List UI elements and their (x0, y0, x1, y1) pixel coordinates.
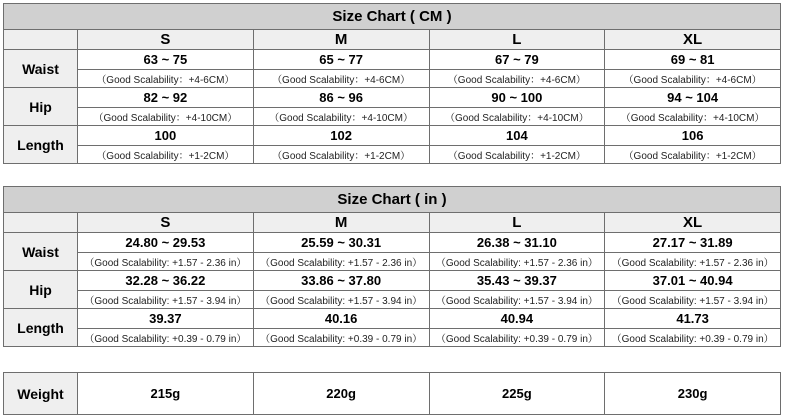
scalability-note: （Good Scalability：+1-2CM） (605, 146, 781, 164)
row-label-length: Length (4, 126, 78, 164)
size-header-m: M (253, 30, 429, 50)
scalability-note: （Good Scalability: +1.57 - 3.94 in） (429, 291, 605, 309)
size-header-l: L (429, 213, 605, 233)
scalability-note: （Good Scalability：+4-6CM） (605, 70, 781, 88)
value-cell: 27.17 ~ 31.89 (605, 233, 781, 253)
scalability-note: （Good Scalability：+1-2CM） (78, 146, 254, 164)
value-cell: 100 (78, 126, 254, 146)
scalability-note: （Good Scalability: +1.57 - 3.94 in） (253, 291, 429, 309)
scalability-note: （Good Scalability: +1.57 - 3.94 in） (78, 291, 254, 309)
value-cell: 102 (253, 126, 429, 146)
value-cell: 82 ~ 92 (78, 88, 254, 108)
scalability-note: （Good Scalability: +1.57 - 2.36 in） (78, 253, 254, 271)
value-cell: 26.38 ~ 31.10 (429, 233, 605, 253)
row-label-weight: Weight (4, 373, 78, 415)
value-cell: 40.94 (429, 309, 605, 329)
scalability-note: （Good Scalability：+4-6CM） (429, 70, 605, 88)
value-cell: 32.28 ~ 36.22 (78, 271, 254, 291)
corner-cell (4, 30, 78, 50)
size-chart-cm-title: Size Chart ( CM ) (4, 4, 781, 30)
scalability-note: （Good Scalability: +0.39 - 0.79 in） (605, 329, 781, 347)
row-label-waist: Waist (4, 233, 78, 271)
value-cell: 63 ~ 75 (78, 50, 254, 70)
scalability-note: （Good Scalability：+4-10CM） (78, 108, 254, 126)
size-header-s: S (78, 30, 254, 50)
scalability-note: （Good Scalability: +0.39 - 0.79 in） (78, 329, 254, 347)
value-cell: 94 ~ 104 (605, 88, 781, 108)
scalability-note: （Good Scalability: +0.39 - 0.79 in） (253, 329, 429, 347)
row-label-length: Length (4, 309, 78, 347)
row-label-waist: Waist (4, 50, 78, 88)
weight-value: 230g (605, 373, 781, 415)
size-header-xl: XL (605, 213, 781, 233)
row-label-hip: Hip (4, 271, 78, 309)
weight-value: 225g (429, 373, 605, 415)
value-cell: 24.80 ~ 29.53 (78, 233, 254, 253)
weight-value: 215g (78, 373, 254, 415)
scalability-note: （Good Scalability：+4-6CM） (253, 70, 429, 88)
value-cell: 69 ~ 81 (605, 50, 781, 70)
scalability-note: （Good Scalability：+4-10CM） (429, 108, 605, 126)
size-chart-in-title: Size Chart ( in ) (4, 187, 781, 213)
value-cell: 37.01 ~ 40.94 (605, 271, 781, 291)
value-cell: 65 ~ 77 (253, 50, 429, 70)
value-cell: 67 ~ 79 (429, 50, 605, 70)
weight-value: 220g (253, 373, 429, 415)
scalability-note: （Good Scalability: +0.39 - 0.79 in） (429, 329, 605, 347)
value-cell: 39.37 (78, 309, 254, 329)
size-header-s: S (78, 213, 254, 233)
scalability-note: （Good Scalability: +1.57 - 3.94 in） (605, 291, 781, 309)
scalability-note: （Good Scalability: +1.57 - 2.36 in） (605, 253, 781, 271)
value-cell: 86 ~ 96 (253, 88, 429, 108)
value-cell: 35.43 ~ 39.37 (429, 271, 605, 291)
value-cell: 106 (605, 126, 781, 146)
size-header-xl: XL (605, 30, 781, 50)
scalability-note: （Good Scalability：+1-2CM） (253, 146, 429, 164)
value-cell: 90 ~ 100 (429, 88, 605, 108)
scalability-note: （Good Scalability: +1.57 - 2.36 in） (429, 253, 605, 271)
value-cell: 33.86 ~ 37.80 (253, 271, 429, 291)
value-cell: 104 (429, 126, 605, 146)
value-cell: 25.59 ~ 30.31 (253, 233, 429, 253)
size-chart-cm-table (3, 3, 781, 164)
value-cell: 41.73 (605, 309, 781, 329)
size-header-m: M (253, 213, 429, 233)
weight-table (3, 372, 781, 415)
scalability-note: （Good Scalability：+1-2CM） (429, 146, 605, 164)
size-header-l: L (429, 30, 605, 50)
scalability-note: （Good Scalability：+4-10CM） (605, 108, 781, 126)
row-label-hip: Hip (4, 88, 78, 126)
value-cell: 40.16 (253, 309, 429, 329)
corner-cell (4, 213, 78, 233)
scalability-note: （Good Scalability：+4-10CM） (253, 108, 429, 126)
size-chart-in-table (3, 186, 781, 347)
scalability-note: （Good Scalability: +1.57 - 2.36 in） (253, 253, 429, 271)
scalability-note: （Good Scalability：+4-6CM） (78, 70, 254, 88)
